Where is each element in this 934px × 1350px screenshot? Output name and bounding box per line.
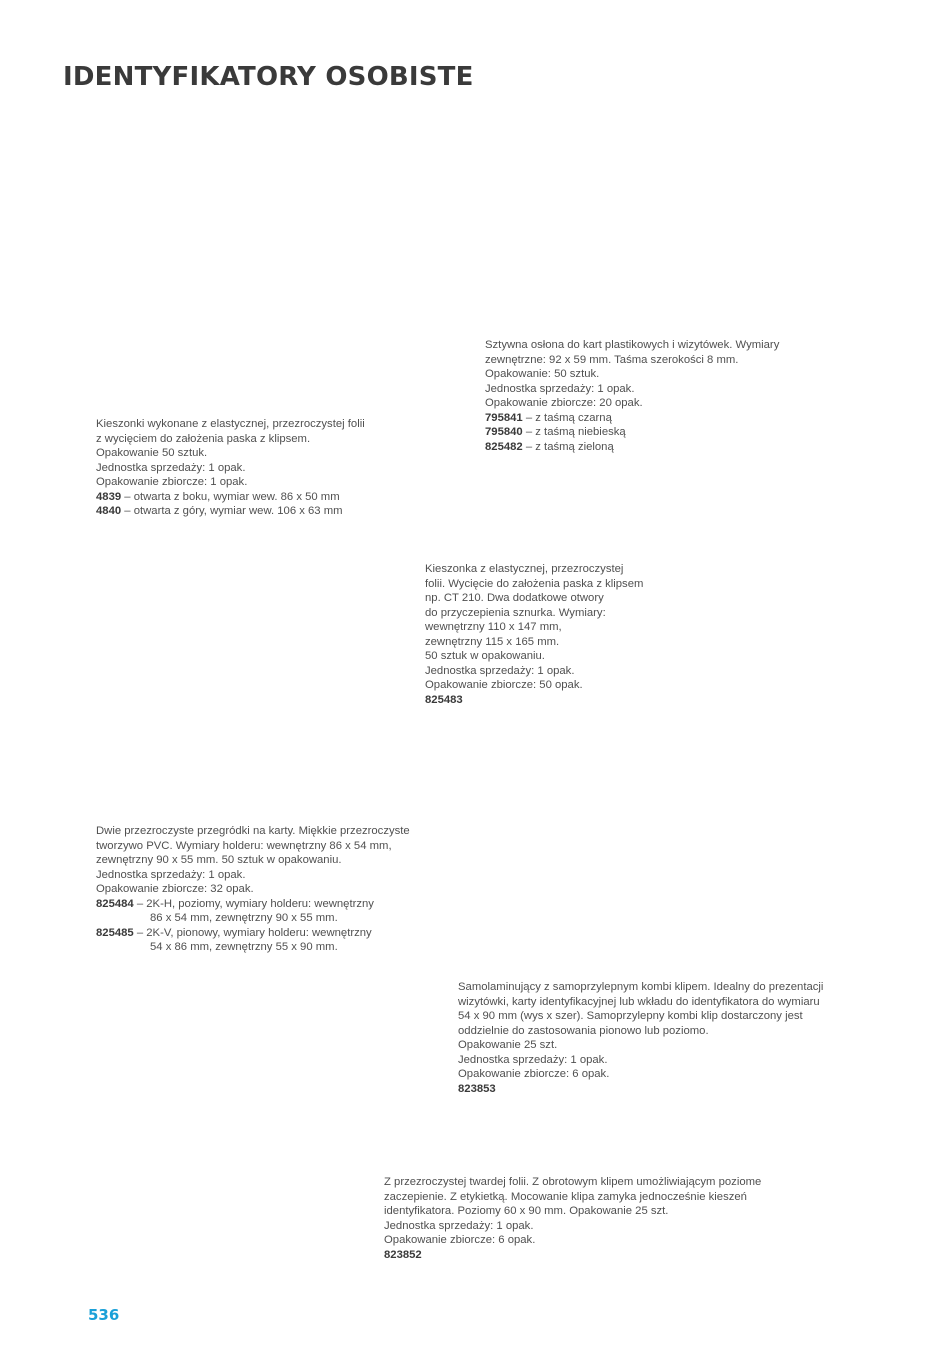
description-line: Opakowanie zbiorcze: 50 opak. [425, 679, 583, 691]
description-line: Opakowanie 25 szt. [458, 1039, 558, 1051]
description-line: Kieszonki wykonane z elastycznej, przezroczystej folii [96, 418, 365, 430]
description-line: wewnętrzny 110 x 147 mm, [425, 621, 562, 633]
description-line: Opakowanie: 50 sztuk. [485, 368, 600, 380]
description-line: Z przezroczystej twardej folii. Z obrotowym klipem umożliwiającym poziome [384, 1176, 762, 1188]
description-line: oddzielnie do zastosowania pionowo lub poziomo. [458, 1024, 709, 1037]
description-line: wizytówki, karty identyfikacyjnej lub wkładu do identyfikatora do wymiaru [458, 995, 820, 1008]
description-line: np. CT 210. Dwa dodatkowe otwory [425, 592, 604, 604]
variant-continuation: 86 x 54 mm, zewnętrzny 90 x 55 mm. [150, 912, 338, 924]
product-variant [96, 897, 410, 912]
product-code: 795841 [485, 411, 523, 424]
description-line: Kieszonka z elastycznej, przezroczystej [425, 563, 624, 575]
product-variant [96, 490, 365, 505]
product-code: 823852 [384, 1248, 422, 1261]
variant-text: – otwarta z góry, wymiar wew. 106 x 63 mm [121, 505, 343, 517]
description-line: zaczepienie. Z etykietką. Mocowanie klipa zamyka jednocześnie kieszeń [384, 1190, 747, 1203]
product-description-block [384, 1175, 761, 1262]
product-code: 825484 [96, 897, 134, 910]
description-line: Jednostka sprzedaży: 1 opak. [384, 1219, 534, 1232]
product-description-block [458, 980, 823, 1096]
product-variant [384, 1248, 761, 1263]
description-line: Dwie przezroczyste przegródki na karty. Miękkie przezroczyste [96, 825, 410, 837]
description-line: Jednostka sprzedaży: 1 opak. [485, 382, 635, 395]
description-line: do przyczepienia sznurka. Wymiary: [425, 606, 606, 619]
variant-text: – 2K-V, pionowy, wymiary holderu: wewnętrzny [133, 926, 372, 939]
variant-text: – otwarta z boku, wymiar wew. 86 x 50 mm [121, 490, 340, 503]
product-variant [485, 440, 779, 455]
description-line: Opakowanie zbiorcze: 32 opak. [96, 883, 254, 895]
product-code: 4839 [96, 490, 122, 503]
product-code: 825482 [485, 440, 523, 453]
product-description-block [425, 562, 643, 707]
product-code: 4840 [96, 505, 122, 517]
product-code: 795840 [485, 426, 523, 438]
description-line: Jednostka sprzedaży: 1 opak. [458, 1053, 608, 1066]
description-line: Opakowanie zbiorcze: 6 opak. [384, 1234, 536, 1246]
product-variant [96, 926, 410, 941]
variant-text: – z taśmą niebieską [522, 426, 626, 438]
variant-text: – z taśmą czarną [522, 411, 612, 424]
product-code: 825483 [425, 693, 463, 706]
description-line: Opakowanie zbiorcze: 1 opak. [96, 476, 248, 488]
description-line: Jednostka sprzedaży: 1 opak. [425, 664, 575, 677]
description-line: tworzywo PVC. Wymiary holderu: wewnętrzny 86 x 54 mm, [96, 839, 392, 852]
description-line: zewnętrzny 115 x 165 mm. [425, 635, 560, 648]
page-number: 536 [88, 1306, 120, 1324]
product-description-block [96, 417, 365, 519]
description-line: Jednostka sprzedaży: 1 opak. [96, 868, 246, 881]
description-line: zewnętrzny 90 x 55 mm. 50 sztuk w opakowaniu. [96, 854, 342, 866]
description-line: folii. Wycięcie do założenia paska z klipsem [425, 577, 644, 590]
product-description-block [96, 824, 410, 955]
description-line: z wycięciem do założenia paska z klipsem. [96, 432, 311, 445]
description-line: Opakowanie zbiorcze: 20 opak. [485, 397, 643, 409]
description-line: zewnętrzne: 92 x 59 mm. Taśma szerokości 8 mm. [485, 353, 739, 366]
product-code: 825485 [96, 926, 134, 939]
description-line: Samolaminujący z samoprzylepnym kombi klipem. Idealny do prezentacji [458, 981, 824, 993]
product-description-block [485, 338, 779, 454]
variant-text: – z taśmą zieloną [522, 440, 614, 453]
description-line: 50 sztuk w opakowaniu. [425, 650, 545, 662]
product-variant [485, 425, 779, 440]
product-variant [425, 693, 643, 708]
description-line: 54 x 90 mm (wys x szer). Samoprzylepny kombi klip dostarczony jest [458, 1010, 803, 1022]
page-title: IDENTYFIKATORY OSOBISTE [63, 62, 474, 92]
variant-continuation: 54 x 86 mm, zewnętrzny 55 x 90 mm. [150, 941, 338, 953]
description-line: Opakowanie zbiorcze: 6 opak. [458, 1068, 610, 1080]
description-line: Sztywna osłona do kart plastikowych i wizytówek. Wymiary [485, 339, 780, 351]
product-variant [96, 504, 365, 519]
variant-text: – 2K-H, poziomy, wymiary holderu: wewnętrzny [133, 897, 374, 910]
description-line: Opakowanie 50 sztuk. [96, 447, 208, 459]
description-line: identyfikatora. Poziomy 60 x 90 mm. Opakowanie 25 szt. [384, 1205, 669, 1217]
product-code: 823853 [458, 1082, 496, 1095]
product-variant [458, 1082, 823, 1097]
description-line: Jednostka sprzedaży: 1 opak. [96, 461, 246, 474]
product-variant [485, 411, 779, 426]
